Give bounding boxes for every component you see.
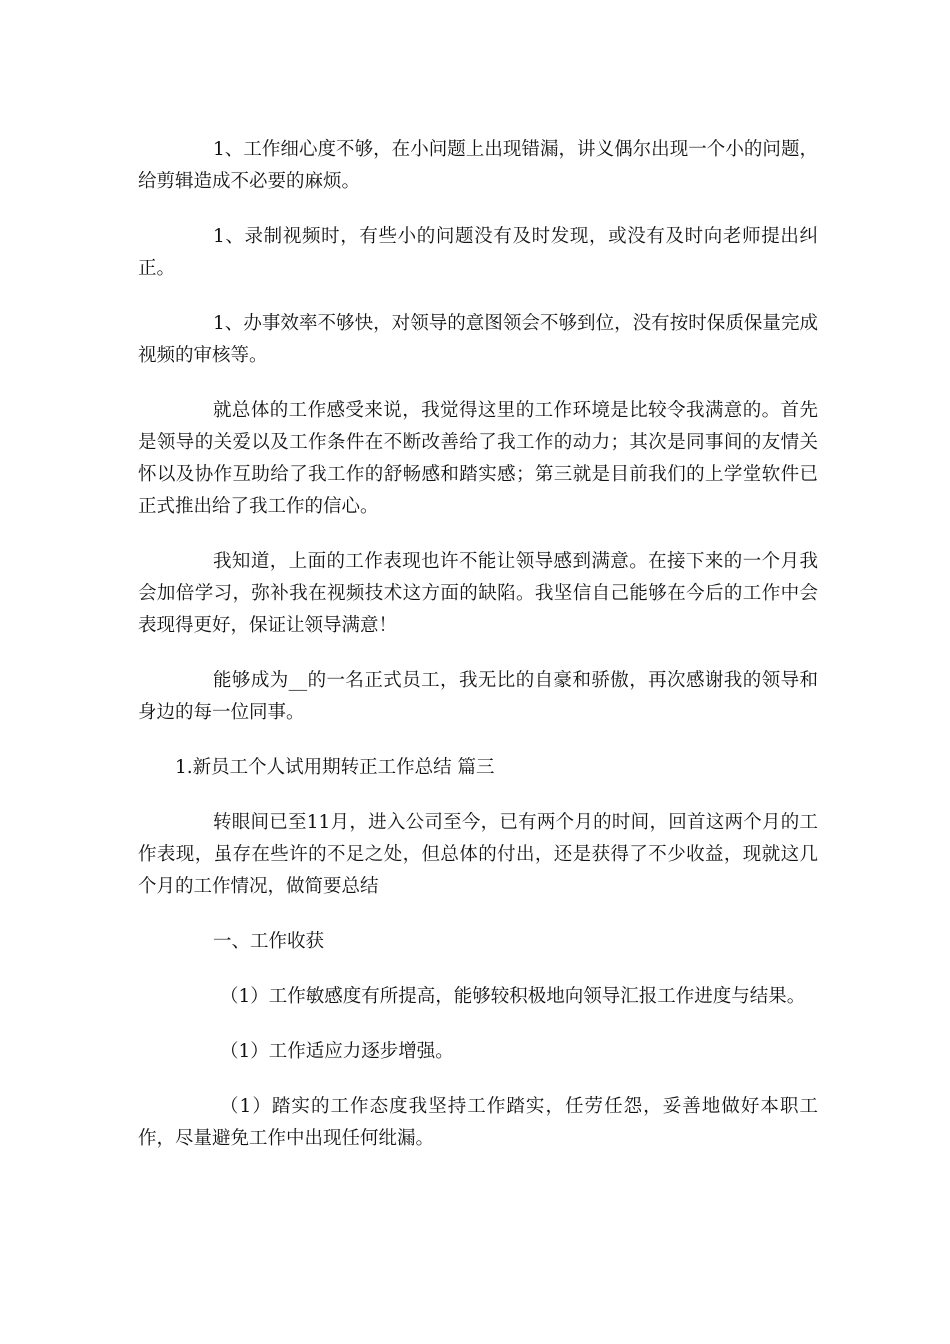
paragraph-work-feeling: 就总体的工作感受来说，我觉得这里的工作环境是比较令我满意的。首先是领导的关爱以及工作条件在不断改善给了我工作的动力；其次是同事间的友情关怀以及协作互助给了我工作的舒畅感和踏实感；第三就是目前我们的上学堂软件已正式推出给了我工作的信心。: [138, 400, 818, 517]
subheading-work-gains: 一、工作收获: [213, 931, 325, 952]
paragraph-future-plan: 我知道，上面的工作表现也许不能让领导感到满意。在接下来的一个月我会加倍学习，弥补我在视频技术这方面的缺陷。我坚信自己能够在今后的工作中会表现得更好，保证让领导满意！: [138, 551, 818, 636]
paragraph-thanks: 能够成为__的一名正式员工，我无比的自豪和骄傲，再次感谢我的领导和身边的每一位同事。: [138, 670, 818, 723]
document-body: [138, 134, 818, 1155]
section-heading: 1.新员工个人试用期转正工作总结 篇三: [175, 757, 495, 778]
paragraph-shortcoming-2: 1、录制视频时，有些小的问题没有及时发现，或没有及时向老师提出纠正。: [138, 226, 818, 279]
list-item-sensitivity: （1）工作敏感度有所提高，能够较积极地向领导汇报工作进度与结果。: [220, 986, 806, 1007]
list-item-adaptability: （1）工作适应力逐步增强。: [220, 1041, 454, 1062]
paragraph-intro: 转眼间已至11月，进入公司至今，已有两个月的时间，回首这两个月的工作表现，虽存在些许的不足之处，但总体的付出，还是获得了不少收益，现就这几个月的工作情况，做简要总结: [138, 812, 818, 897]
list-item-attitude: （1）踏实的工作态度我坚持工作踏实，任劳任怨，妥善地做好本职工作，尽量避免工作中出现任何纰漏。: [138, 1096, 818, 1149]
paragraph-shortcoming-3: 1、办事效率不够快，对领导的意图领会不够到位，没有按时保质保量完成视频的审核等。: [138, 313, 818, 366]
paragraph-shortcoming-1: 1、工作细心度不够，在小问题上出现错漏，讲义偶尔出现一个小的问题，给剪辑造成不必要的麻烦。: [138, 139, 818, 192]
